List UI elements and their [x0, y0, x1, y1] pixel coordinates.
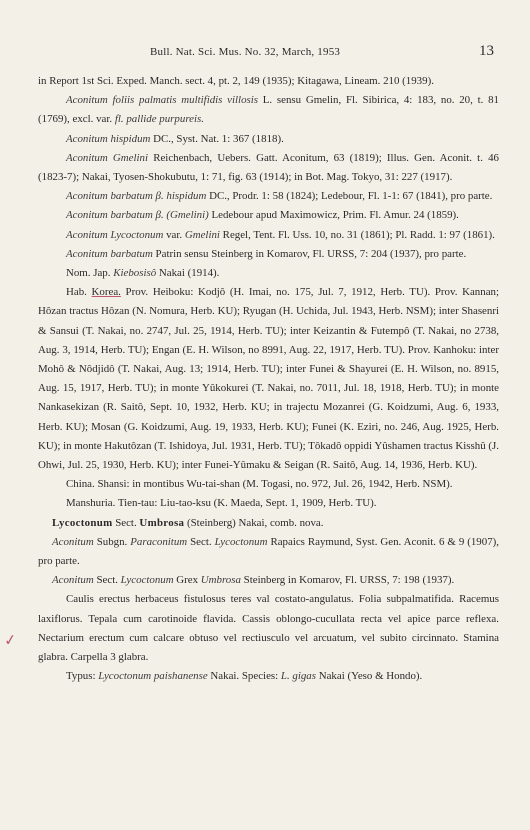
grex-name: Umbrosa [200, 574, 241, 587]
citation: Nakai (Yeso & Hondo). [316, 670, 423, 683]
citation: DC., Syst. Nat. 1: 367 (1818). [150, 132, 284, 145]
rank-word: Sect. [93, 574, 121, 587]
taxon-name: Aconitum foliis palmatis multifidis villosis [66, 94, 259, 107]
variety-name: Gmelini [184, 228, 220, 241]
section-name: Lycoctonum [120, 574, 174, 587]
synonym-entry [38, 130, 499, 149]
running-header [150, 44, 494, 64]
synonym-entry [38, 226, 499, 245]
habitat-manshuria: Manshuria. Tien-tau: Liu-tao-ksu (K. Maeda, Sept. 1, 1909, Herb. TU). [66, 497, 377, 510]
country-korea: Korea. [91, 286, 121, 299]
journal-citation: Bull. Nat. Sci. Mus. No. 32, March, 1953 [150, 46, 341, 58]
label: Nom. Jap. [66, 267, 114, 280]
label: Hab. [66, 286, 92, 299]
rank-word: var. [163, 228, 185, 241]
type-species [38, 667, 499, 686]
label: Nakai. Species: [207, 670, 281, 683]
genus-name: Aconitum [52, 535, 94, 548]
rank-word: Subgn. [93, 535, 131, 548]
synonym-entry [38, 149, 499, 187]
paragraph: in Report 1st Sci. Exped. Manch. sect. 4, pt. 2, 149 (1935); Kitagawa, Lineam. 210 (1939). [38, 75, 434, 87]
specimen-list: Prov. Heiboku: Kodjô (H. Imai, no. 175, Jul. 7, 1912, Herb. TU). Prov. Kannan; Hôzan tractus Hôzan (N. Nomura, Herb. KU); Ryugan (H. Uchida, Jul. 1943, Herb. NSM); inter Shasenri & Sansui (T. Nakai, no. 2747, Jul. 25, 1914, Herb. TU); inter Keizantin & Futempô (T. Nakai, no 2738, Aug. 3, 1914, Herb. TU); Engan (E. H. Wilson, no 8991, Aug. 22, 1917, Herb. TU). Prov. Kanhoku: inter Mohô & Nôdjidô (T. Nakai, Aug. 13; 1914, Herb. TU); inter Funei & Shayurei (E. H. Wilson, no. 8915, Aug. 15, 1917, Herb. TU); in monte Yûkokurei (T. Nakai, no. 7011, Jul. 18, 1918, Herb. TU); in monte Nankasekizan (R. Saitô, Sept. 10, 1932, Herb. KU; in trajectu Mozanrei (G. Koidzumi, Aug. 6, 1933, Herb. KU); Mosan (G. Koidzumi, Aug. 19, 1933, Herb. KU); Funei (K. Eziri, no. 246, Aug. 1925, Herb. KU); in monte Hakutôzan (T. Ishidoya, Jul. 1931, Herb. TU); Tôkadô oppidi Yûshamen tractus Kisshû (J. Ohwi, Jul. 25, 1930, Herb. KU); inter Funei-Yûmaku & Seigan (R. Saitô, Aug. 14, 1936, Herb. KU). [38, 286, 499, 472]
synonym-entry [38, 206, 499, 225]
citation: DC., Prodr. 1: 58 (1824); Ledebour, Fl. 1-1: 67 (1841), pro parte. [206, 190, 493, 203]
latin-description: Caulis erectus herbaceus fistulosus teres val costato-angulatus. Folia subpalmatifida. Racemus laxiflorus. Tepala cum carotinoide flavida. Cassis oblongo-cucullata recta vel apice parce reflexa. Nectarium erectum cum calcare obtuso vel rectiusculo vel arcuatum, vel subito circinnato. Stamina glabra. Carpella 3 glabra. [38, 593, 499, 664]
synonym-entry [38, 187, 499, 206]
subgenus-name: Paraconitum [130, 535, 188, 548]
habitat-paragraph [38, 283, 499, 475]
taxon-name: Aconitum barbatum [66, 247, 153, 260]
species-name: L. gigas [280, 670, 316, 683]
taxon-name: Aconitum barbatum β. hispidum [66, 190, 207, 203]
synonym-entry [38, 571, 499, 590]
section-name: Umbrosa [139, 516, 185, 529]
synonym-entry [38, 91, 499, 129]
taxon-name: Aconitum hispidum [66, 132, 151, 145]
rank-word: Sect. [187, 535, 215, 548]
japanese-name [38, 264, 499, 283]
type-name: Lycoctonum paishanense [98, 670, 208, 683]
taxon-name: Aconitum Gmelini [66, 151, 149, 164]
label: Typus: [66, 670, 99, 683]
vernacular-name: Kiebosisô [113, 267, 157, 280]
citation: L. sensu Gmelin, Fl. Sibirica, 4: 183, no. 20, t. 81 (1769), excl. var. [38, 94, 499, 126]
habitat-china: China. Shansi: in montibus Wu-tai-shan (M. Togasi, no. 972, Jul. 26, 1942, Herb. NSM). [66, 478, 453, 491]
synonym-entry [38, 245, 499, 264]
taxon-name: Aconitum Lycoctonum [66, 228, 164, 241]
citation: Rapaics Raymund, Syst. Gen. Aconit. 6 & 9 (1907), pro parte. [38, 535, 499, 568]
page-number: 13 [479, 43, 494, 59]
genus-name: Aconitum [52, 574, 94, 587]
section-name: Lycoctonum [214, 535, 268, 548]
citation: (Steinberg) Nakai, comb. nova. [184, 516, 324, 529]
citation: Steinberg in Komarov, Fl. URSS, 7: 198 (1937). [240, 574, 455, 587]
rank-word: Sect. [112, 516, 140, 529]
variety-name: fl. pallide purpureis. [114, 113, 204, 126]
new-combination [38, 514, 499, 533]
citation: Regel, Tent. Fl. Uss. 10, no. 31 (1861); Pl. Radd. 1: 97 (1861). [219, 228, 495, 241]
citation: Reichenbach, Uebers. Gatt. Aconitum, 63 (1819); Illus. Gen. Aconit. t. 46 (1823-7); Nakai, Tyosen-Shokubutu, 1: 71, fig. 63 (1914); in Bot. Mag. Tokyo, 31: 227 (1917). [38, 151, 499, 184]
synonym-entry [38, 533, 499, 571]
body-text [38, 72, 499, 687]
citation: Patrin sensu Steinberg in Komarov, Fl. URSS, 7: 204 (1937), pro parte. [152, 247, 467, 260]
genus-name: Lycoctonum [52, 516, 113, 529]
citation: Ledebour apud Maximowicz, Prim. Fl. Amur. 24 (1859). [208, 209, 459, 222]
taxon-name: Aconitum barbatum β. (Gmelini) [66, 209, 209, 222]
rank-word: Grex [173, 574, 201, 587]
checkmark-icon: ✓ [2, 630, 18, 650]
citation: Nakai (1914). [156, 267, 220, 280]
